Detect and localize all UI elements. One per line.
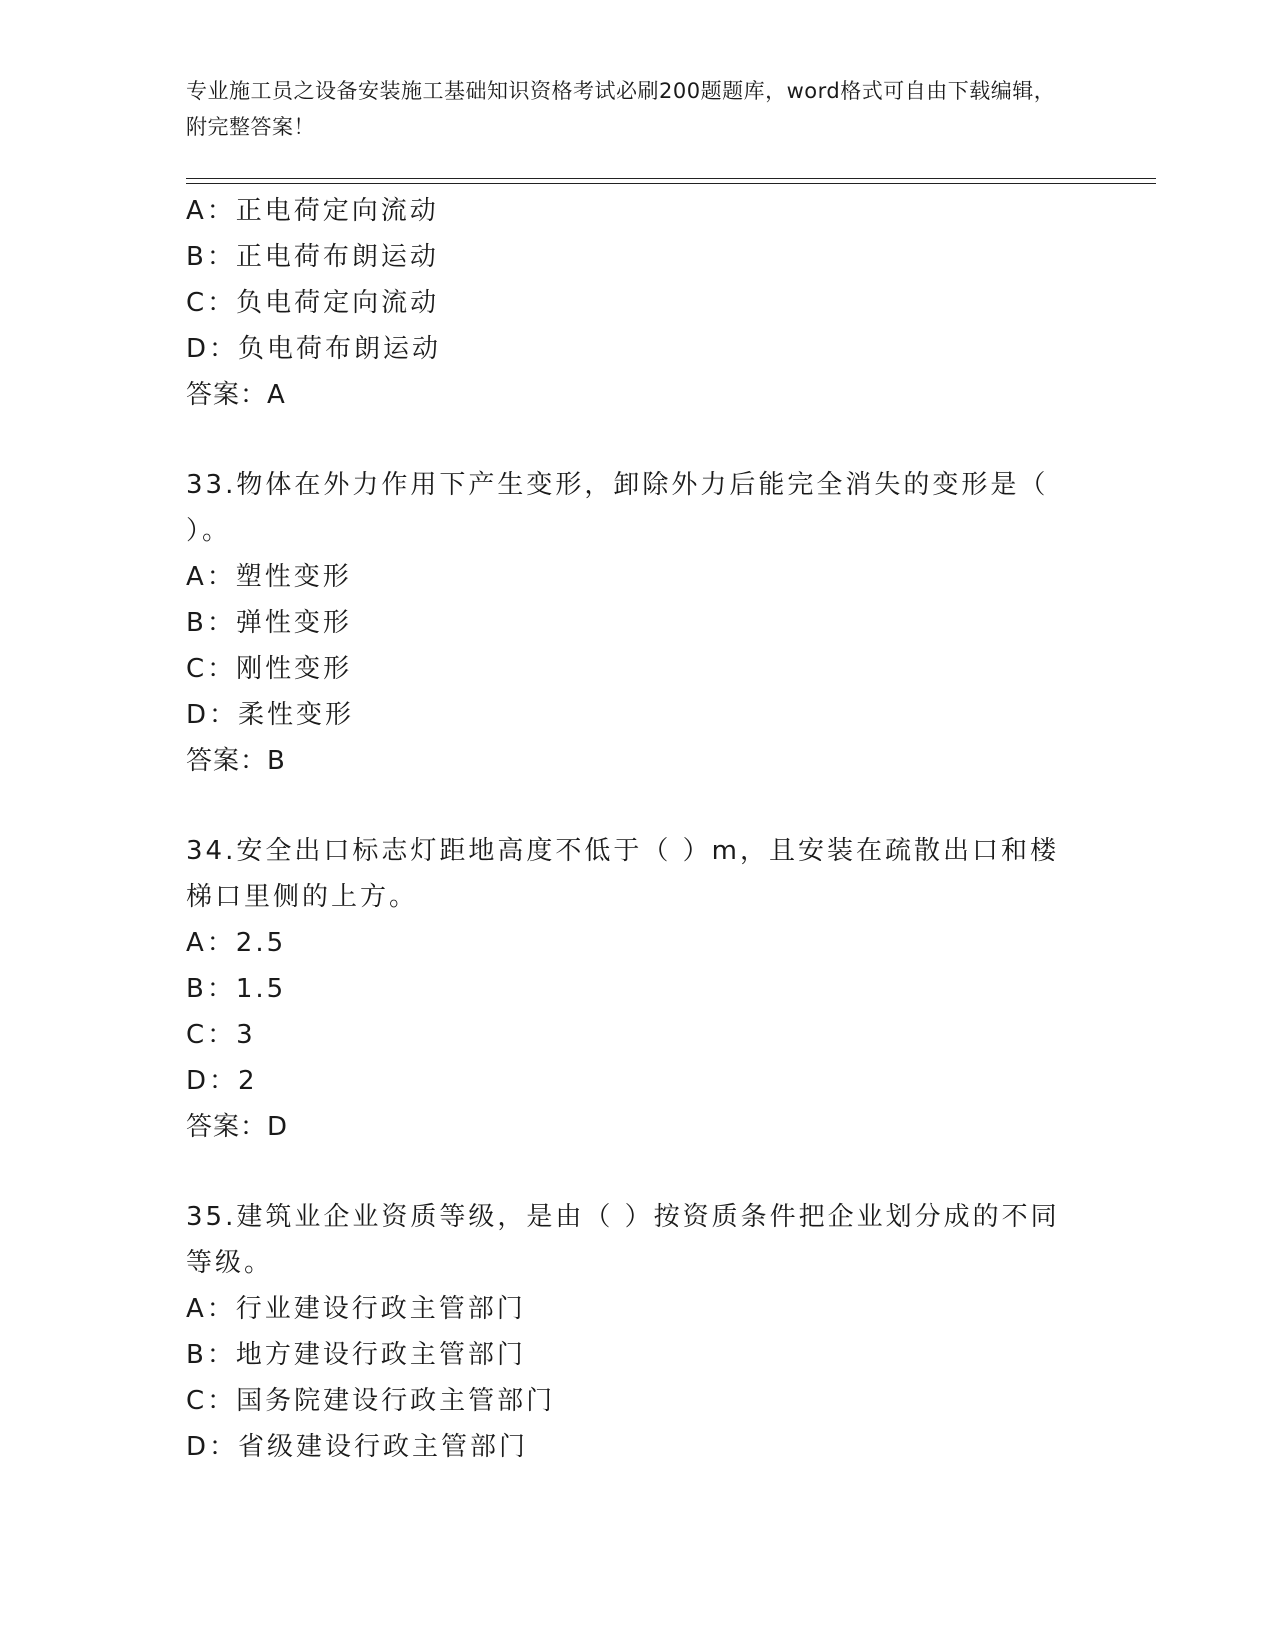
question-list xyxy=(186,188,1156,1470)
option-a: A：正电荷定向流动 xyxy=(186,196,439,226)
question-33 xyxy=(186,462,1156,784)
question-34 xyxy=(186,828,1156,1150)
option-d: D：负电荷布朗运动 xyxy=(186,334,442,364)
question-32-continued xyxy=(186,188,1156,418)
option-d: D：柔性变形 xyxy=(186,700,355,730)
question-text: 35.建筑业企业资质等级，是由（ ）按资质条件把企业划分成的不同等级。 xyxy=(186,1202,1060,1278)
option-d: D：2 xyxy=(186,1066,258,1096)
option-a: A：塑性变形 xyxy=(186,562,352,592)
answer-line: 答案：B xyxy=(186,746,286,776)
option-a: A：2.5 xyxy=(186,928,287,958)
option-c: C：负电荷定向流动 xyxy=(186,288,440,318)
question-text: 34.安全出口标志灯距地高度不低于（ ）m，且安装在疏散出口和楼梯口里侧的上方。 xyxy=(186,836,1059,912)
document-header: 专业施工员之设备安装施工基础知识资格考试必刷200题题库，word格式可自由下载编辑，附完整答案！ xyxy=(186,79,1056,139)
answer-line: 答案：A xyxy=(186,380,286,410)
option-b: B：弹性变形 xyxy=(186,608,352,638)
option-c: C：国务院建设行政主管部门 xyxy=(186,1386,556,1416)
header-rule-bottom xyxy=(186,183,1156,184)
option-a: A：行业建设行政主管部门 xyxy=(186,1294,526,1324)
answer-line: 答案：D xyxy=(186,1112,289,1142)
option-b: B：1.5 xyxy=(186,974,287,1004)
option-c: C：3 xyxy=(186,1020,256,1050)
question-35 xyxy=(186,1194,1156,1470)
question-text: 33.物体在外力作用下产生变形，卸除外力后能完全消失的变形是（ ）。 xyxy=(186,470,1049,546)
option-b: B：正电荷布朗运动 xyxy=(186,242,439,272)
option-b: B：地方建设行政主管部门 xyxy=(186,1340,526,1370)
option-c: C：刚性变形 xyxy=(186,654,353,684)
header-rule-top xyxy=(186,178,1156,179)
option-d: D：省级建设行政主管部门 xyxy=(186,1432,529,1462)
